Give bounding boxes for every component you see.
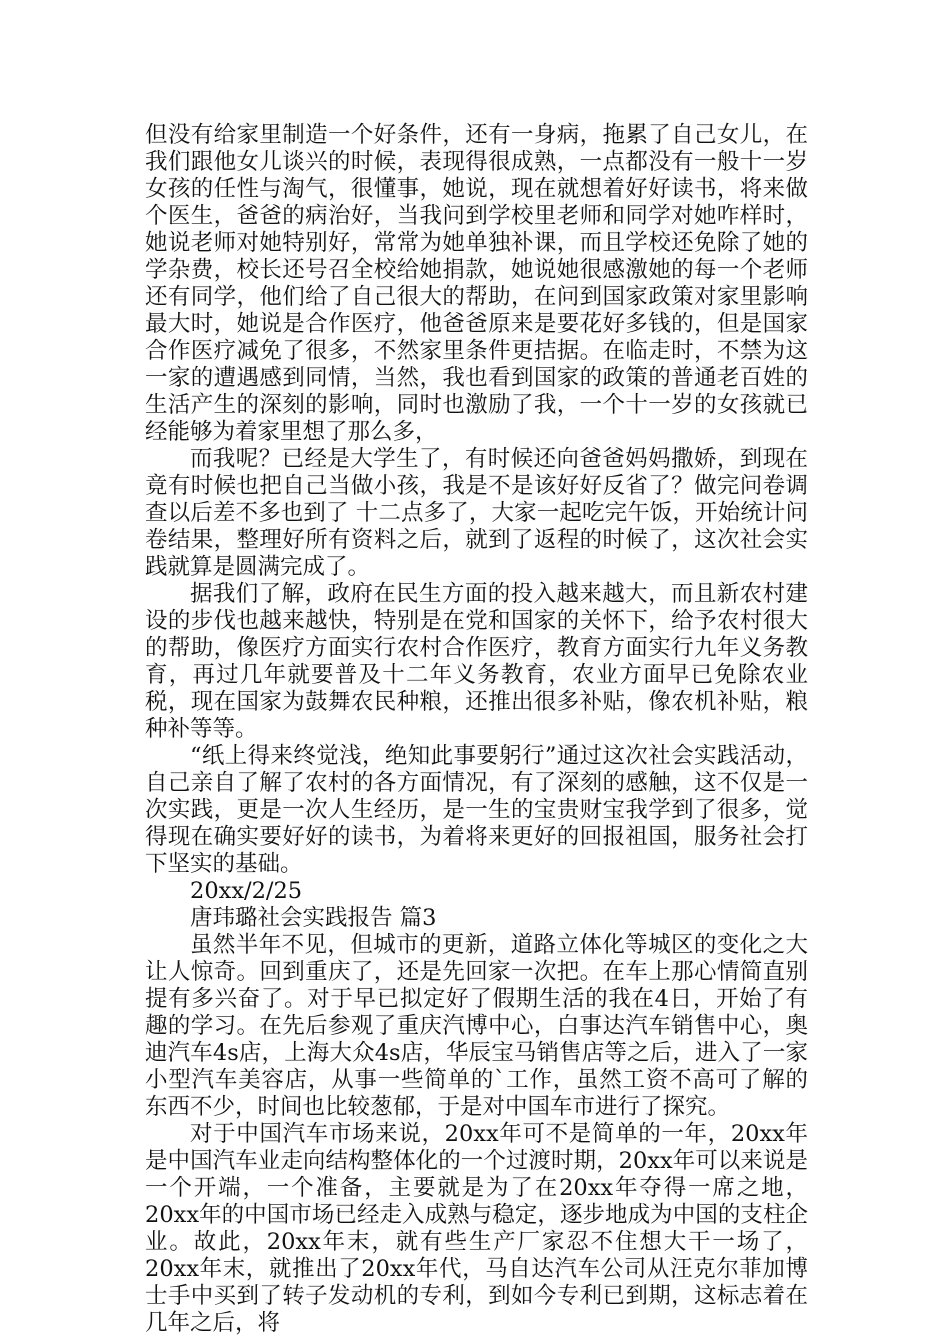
paragraph-6: 对于中国汽车市场来说，20xx年可不是简单的一年，20xx年是中国汽车业走向结构整体化的一个过渡时期，20xx年可以来说是一个开端，一个准备，主要就是为了在20xx年夺得一席之地，20xx年的中国市场已经走入成熟与稳定，逐步地成为中国的支柱企业。故此，20xx年末，就有些生产厂家忍不住想大干一场了，20xx年末，就推出了20xx年代，马自达汽车公司从汪克尔菲加博士手中买到了转子发动机的专利，到如今专利已到期，这标志着在几年之后，将 [145, 1121, 808, 1336]
section-heading: 唐玮璐社会实践报告 篇3 [190, 905, 437, 931]
paragraph-5: 虽然半年不见，但城市的更新，道路立体化等城区的变化之大让人惊奇。回到重庆了，还是先回家一次把。在车上那心情简直别提有多兴奋了。对于早已拟定好了假期生活的我在4日，开始了有趣的学习。在先后参观了重庆汽博中心，白事达汽车销售中心，奥迪汽车4s店，上海大众4s店，华辰宝马销售店等之后，进入了一家小型汽车美容店，从事一些简单的`工作，虽然工资不高可了解的东西不少，时间也比较葱郁，于是对中国车市进行了探究。 [145, 932, 808, 1120]
paragraph-1: 但没有给家里制造一个好条件，还有一身病，拖累了自己女儿，在我们跟他女儿谈兴的时候，表现得很成熟，一点都没有一般十一岁女孩的任性与淘气，很懂事，她说，现在就想着好好读书，将来做个医生，爸爸的病治好，当我问到学校里老师和同学对她咋样时，她说老师对她特别好，常常为她单独补课，而且学校还免除了她的学杂费，校长还号召全校给她捐款，她说她很感激她的每一个老师还有同学，他们给了自己很大的帮助，在问到国家政策对家里影响最大时，她说是合作医疗，他爸爸原来是要花好多钱的，但是国家合作医疗减免了很多，不然家里条件更拮据。在临走时，不禁为这一家的遭遇感到同情，当然，我也看到国家的政策的普通老百姓的生活产生的深刻的影响，同时也激励了我，一个十一岁的女孩就已经能够为着家里想了那么多， [145, 122, 808, 445]
paragraph-3: 据我们了解，政府在民生方面的投入越来越大，而且新农村建设的步伐也越来越快，特别是在党和国家的关怀下，给予农村很大的帮助，像医疗方面实行农村合作医疗，教育方面实行九年义务教育，再过几年就要普及十二年义务教育，农业方面早已免除农业税，现在国家为鼓舞农民种粮，还推出很多补贴，像农机补贴，粮种补等等。 [145, 581, 808, 742]
date-line: 20xx/2/25 [190, 878, 303, 904]
document-page [145, 122, 808, 1337]
paragraph-2: 而我呢？已经是大学生了，有时候还向爸爸妈妈撒娇，到现在竟有时候也把自己当做小孩，我是不是该好好反省了？做完问卷调查以后差不多也到了 十二点多了，大家一起吃完午饭，开始统计问卷结果，整理好所有资料之后，就到了返程的时候了，这次社会实践就算是圆满完成了。 [145, 446, 808, 580]
paragraph-4: “纸上得来终觉浅，绝知此事要躬行”通过这次社会实践活动，自己亲自了解了农村的各方面情况，有了深刻的感触，这不仅是一次实践，更是一次人生经历，是一生的宝贵财宝我学到了很多，觉得现在确实要好好的读书，为着将来更好的回报祖国，服务社会打下坚实的基础。 [145, 743, 808, 877]
